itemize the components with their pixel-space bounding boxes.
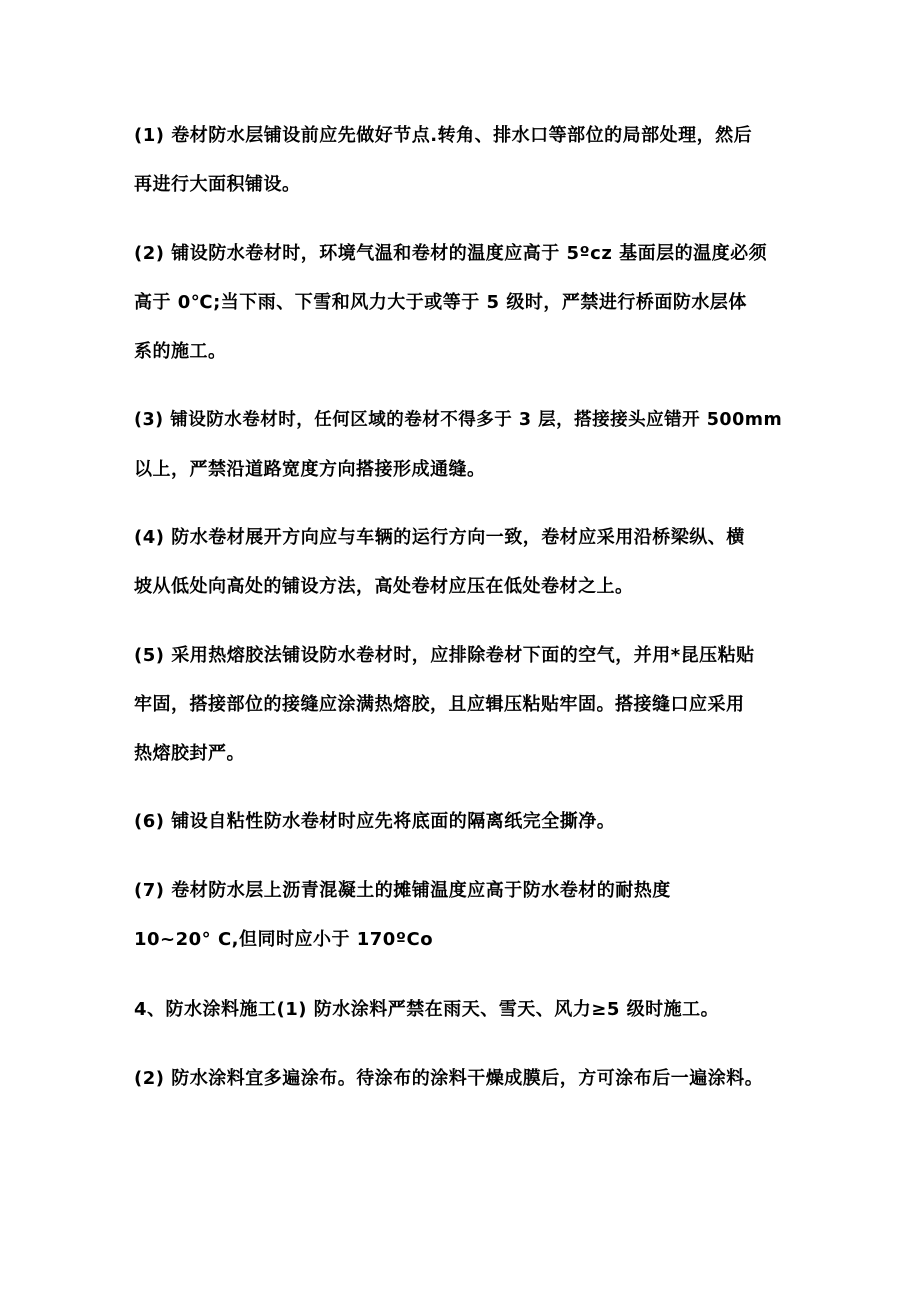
paragraph-line: 牢固，搭接部位的接缝应涂满热熔胶，且应辑压粘贴牢固。搭接缝口应采用 xyxy=(134,694,745,715)
paragraph-line: 高于 0℃;当下雨、下雪和风力大于或等于 5 级时，严禁进行桥面防水层体 xyxy=(134,292,747,313)
paragraph-line: (3) 铺设防水卷材时，任何区域的卷材不得多于 3 层，搭接接头应错开 500mm xyxy=(134,410,783,430)
paragraph-line: (4) 防水卷材展开方向应与车辆的运行方向一致，卷材应采用沿桥梁纵、横 xyxy=(134,527,745,548)
paragraph-line: 系的施工。 xyxy=(134,341,227,362)
paragraph-3 xyxy=(134,396,794,494)
paragraph-line: (2) 铺设防水卷材时，环境气温和卷材的温度应高于 5ºcz 基面层的温度必须 xyxy=(134,243,768,264)
paragraph-8 xyxy=(134,985,794,1034)
paragraph-line: (6) 铺设自粘性防水卷材时应先将底面的隔离纸完全撕净。 xyxy=(134,811,616,832)
paragraph-line: 4、防水涂料施工(1) 防水涂料严禁在雨天、雪天、风力≥5 级时施工。 xyxy=(134,999,720,1020)
paragraph-4 xyxy=(134,513,794,611)
paragraph-line: (5) 采用热熔胶法铺设防水卷材时，应排除卷材下面的空气，并用*昆压粘贴 xyxy=(134,645,755,666)
paragraph-line: 热熔胶封严。 xyxy=(134,743,245,764)
paragraph-line: (7) 卷材防水层上沥青混凝土的摊铺温度应高于防水卷材的耐热度 xyxy=(134,880,671,901)
paragraph-line: (1) 卷材防水层铺设前应先做好节点.转角、排水口等部位的局部处理，然后 xyxy=(134,125,753,146)
paragraph-line: 10~20° C,但同时应小于 170ºCo xyxy=(134,929,434,950)
paragraph-2 xyxy=(134,229,794,376)
paragraph-line: 以上，严禁沿道路宽度方向搭接形成通缝。 xyxy=(134,459,486,480)
paragraph-7 xyxy=(134,866,794,964)
paragraph-line: (2) 防水涂料宜多遍涂布。待涂布的涂料干燥成膜后，方可涂布后一遍涂料。 xyxy=(134,1068,764,1089)
paragraph-line: 再进行大面积铺设。 xyxy=(134,174,301,195)
paragraph-1 xyxy=(134,111,794,209)
paragraph-5 xyxy=(134,631,794,778)
paragraph-9 xyxy=(134,1054,794,1103)
paragraph-6 xyxy=(134,797,794,846)
paragraph-line: 坡从低处向高处的铺设方法，高处卷材应压在低处卷材之上。 xyxy=(134,576,634,597)
